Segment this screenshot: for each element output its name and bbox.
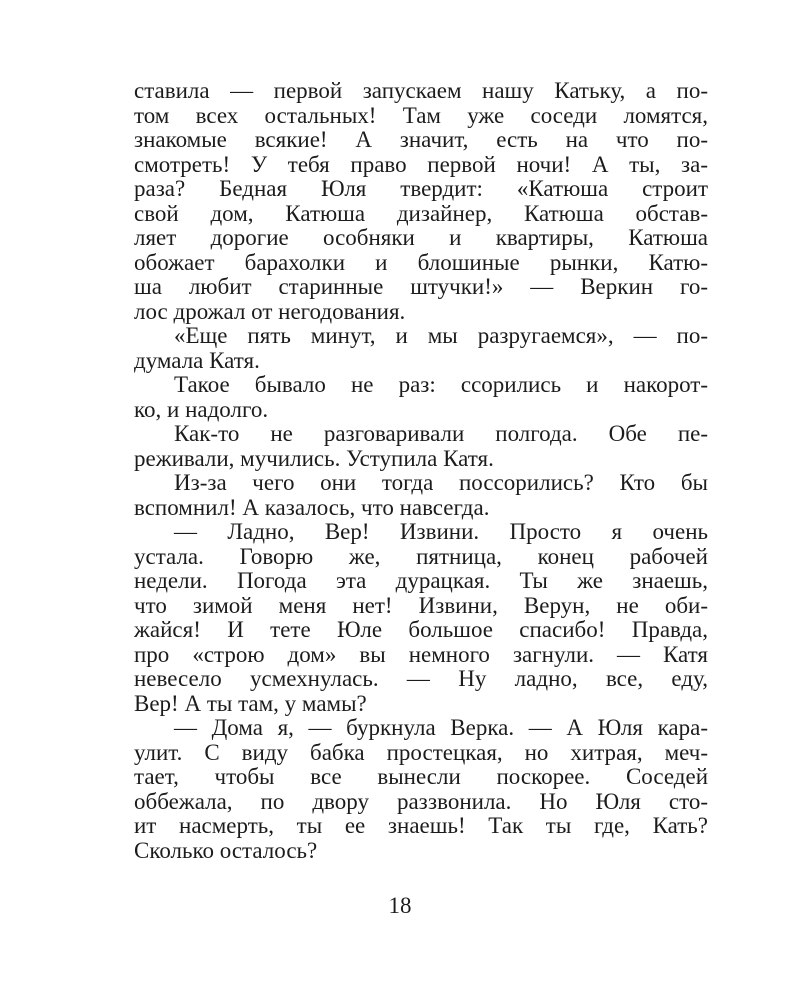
- text-line: лос дрожал от негодования.: [134, 298, 406, 324]
- text-line: смотреть! У тебя право первой ночи! А ты, за-: [134, 151, 708, 177]
- text-line: про «строю дом» вы немного загнули. — Катя: [134, 641, 708, 667]
- text-line: оббежала, по двору раззвонила. Но Юля сто-: [134, 788, 708, 814]
- body-text: [134, 79, 708, 864]
- text-line: невесело усмехнулась. — Ну ладно, все, еду,: [134, 666, 708, 692]
- text-line: жайся! И тете Юле большое спасибо! Правда,: [134, 617, 708, 643]
- text-line: Такое бывало не раз: ссорились и накорот-: [174, 372, 708, 398]
- text-line: тает, чтобы все вынесли поскорее. Соседей: [134, 764, 708, 790]
- text-line: Как-то не разговаривали полгода. Обе пе-: [174, 421, 708, 447]
- text-line: вспомнил! А казалось, что навсегда.: [134, 494, 490, 520]
- text-line: реживали, мучились. Уступила Катя.: [134, 445, 494, 471]
- text-line: ставила — первой запускаем нашу Катьку, а по-: [134, 78, 708, 103]
- text-line: устала. Говорю же, пятница, конец рабочей: [134, 543, 708, 569]
- text-line: — Ладно, Вер! Извини. Просто я очень: [174, 519, 708, 545]
- text-line: Из-за чего они тогда поссорились? Кто бы: [174, 470, 708, 496]
- text-line: недели. Погода эта дурацкая. Ты же знаешь,: [134, 568, 708, 594]
- text-line: обожает барахолки и блошиные рынки, Катю-: [134, 249, 708, 275]
- text-line: думала Катя.: [134, 347, 260, 373]
- text-line: том всех остальных! Там уже соседи ломятся,: [134, 102, 708, 128]
- text-line: ко, и надолго.: [134, 396, 269, 422]
- text-line: — Дома я, — буркнула Верка. — А Юля кара-: [174, 715, 708, 741]
- text-line: свой дом, Катюша дизайнер, Катюша обстав-: [134, 200, 708, 226]
- text-line: Сколько осталось?: [134, 837, 318, 863]
- text-line: ит насмерть, ты ее знаешь! Так ты где, Кать?: [134, 813, 708, 839]
- text-line: улит. С виду бабка простецкая, но хитрая, меч-: [134, 739, 708, 765]
- text-line: ша любит старинные штучки!» — Веркин го-: [134, 274, 708, 300]
- text-line: Вер! А ты там, у мамы?: [134, 690, 367, 716]
- text-line: ляет дорогие особняки и квартиры, Катюша: [134, 225, 708, 251]
- text-line: «Еще пять минут, и мы разругаемся», — по-: [174, 323, 708, 349]
- text-line: раза? Бедная Юля твердит: «Катюша строит: [134, 176, 708, 202]
- text-line: что зимой меня нет! Извини, Верун, не оби-: [134, 592, 708, 618]
- text-line: знакомые всякие! А значит, есть на что по-: [134, 127, 708, 153]
- page-number: 18: [388, 893, 412, 918]
